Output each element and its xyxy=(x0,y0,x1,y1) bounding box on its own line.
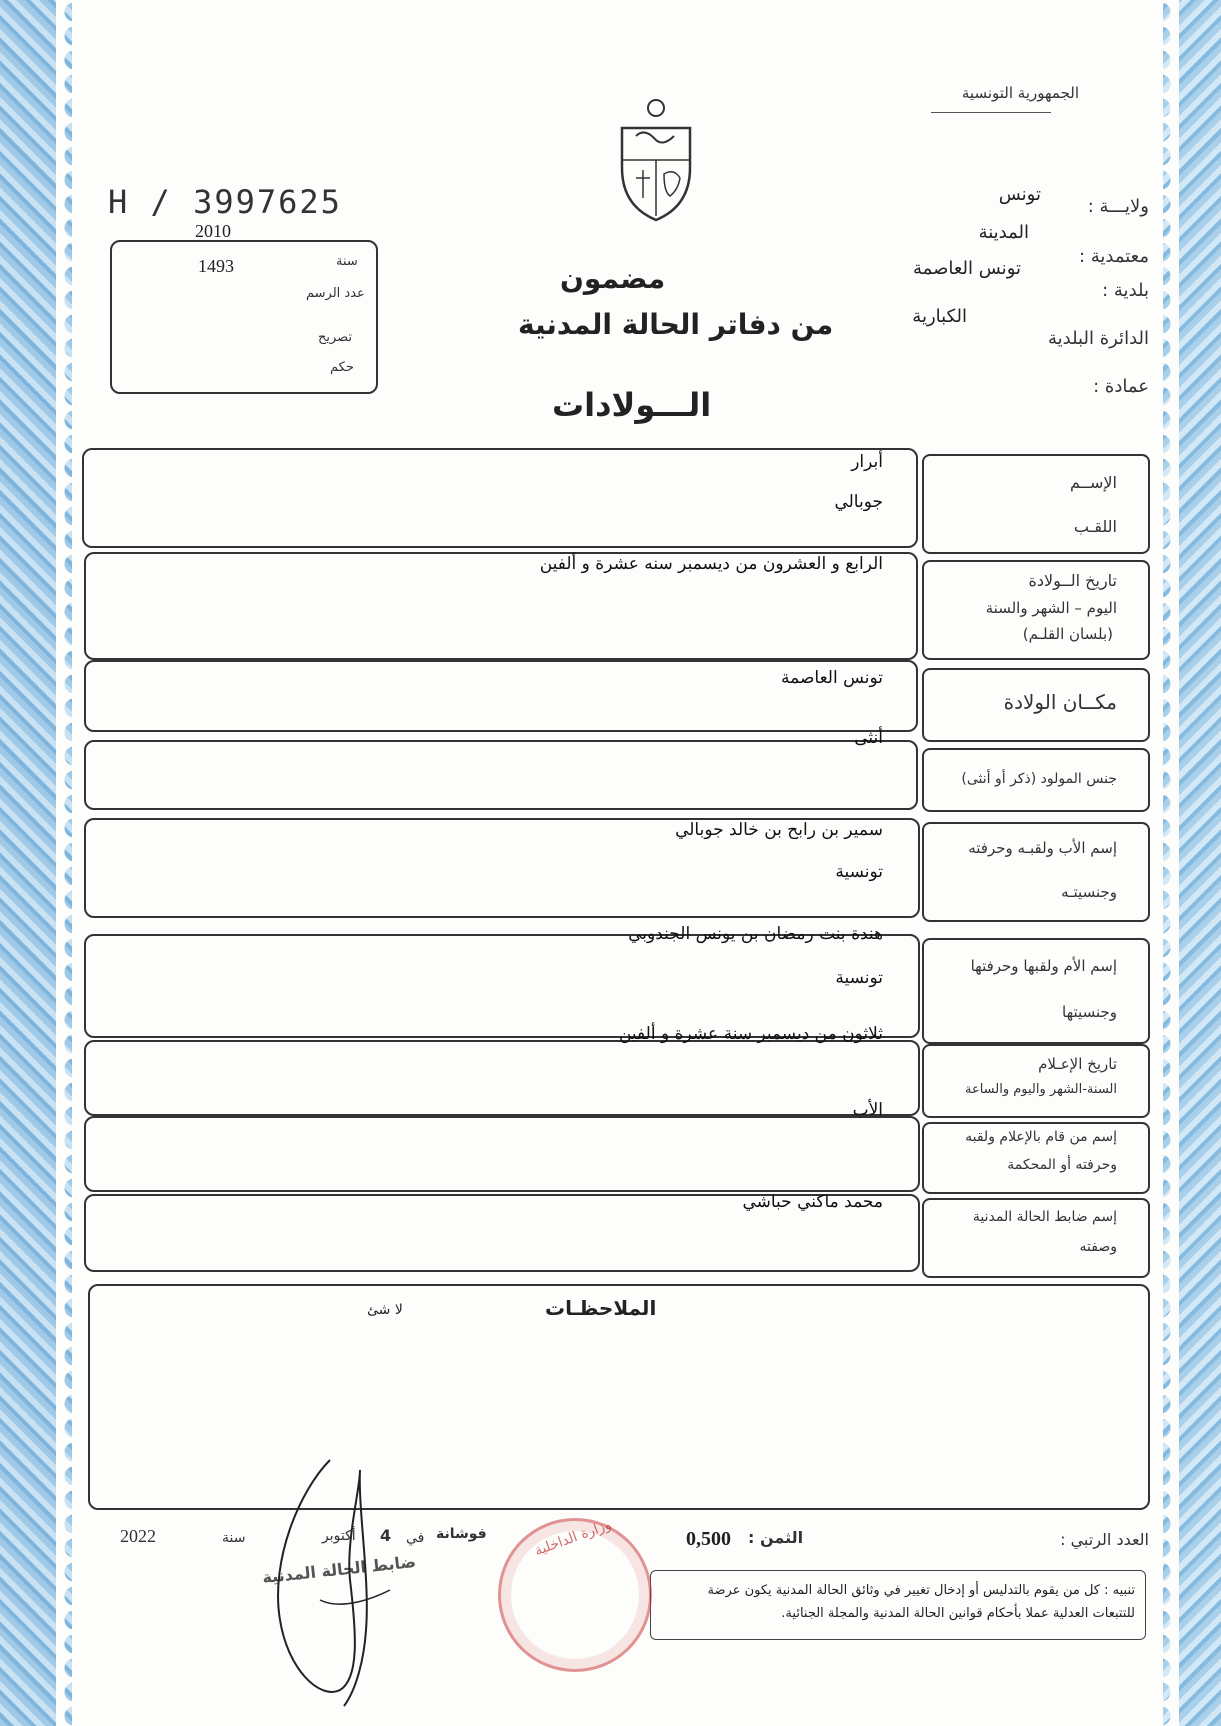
field-label-declaration-date-detail: السنة-الشهر واليوم والساعة xyxy=(964,1082,1117,1097)
registration-number-label: عدد الرسم xyxy=(306,286,365,301)
title-registers: من دفاتر الحالة المدنية xyxy=(518,308,834,341)
field-value-sex: أنثى xyxy=(854,728,883,748)
registration-year-value: 2010 xyxy=(195,221,231,241)
registration-number-value: 1493 xyxy=(198,256,234,276)
field-label-birth-date-detail: اليوم – الشهر والسنة xyxy=(985,599,1117,617)
serial-number: H / 3997625 xyxy=(108,183,342,221)
field-label-surname: اللقـب xyxy=(1073,517,1117,536)
notes-title: الملاحظـات xyxy=(545,1296,657,1320)
footer-place: فوشانة xyxy=(436,1526,487,1542)
footer-year-value: 2022 xyxy=(120,1526,156,1546)
field-value-father-nationality: تونسية xyxy=(835,862,883,882)
imada-label: عمادة : xyxy=(1093,376,1149,397)
baladia-label: بلدية : xyxy=(1102,280,1149,301)
field-label-father-nationality: وجنسيتـه xyxy=(1061,883,1117,901)
official-stamp-text: وزارة الداخلية xyxy=(532,1516,614,1560)
field-label-mother-nationality: وجنسيتها xyxy=(1062,1003,1117,1021)
declaration-label: تصريح xyxy=(318,330,353,345)
field-label-mother: إسم الأم ولقبها وحرفتها xyxy=(970,957,1117,975)
price-value: 0,500 xyxy=(686,1528,731,1550)
field-value-mother-nationality: تونسية xyxy=(835,968,883,988)
registration-year-label: سنة xyxy=(336,254,358,269)
title-content: مضمون xyxy=(560,262,666,295)
field-label-declaration-date: تاريخ الإعـلام xyxy=(1038,1055,1117,1073)
daira-value: الكبارية xyxy=(912,306,967,327)
value-box-declaration-date xyxy=(84,1040,920,1116)
wilaya-label: ولايـــة : xyxy=(1087,196,1149,217)
field-value-officer: محمد ماكني حباشي xyxy=(742,1192,883,1212)
footer-year-label: سنة xyxy=(222,1530,246,1546)
footer-month: أكتوبر xyxy=(322,1528,356,1544)
field-label-declarant: إسم من قام بالإعلام ولقبه xyxy=(965,1129,1117,1145)
footer-day: 4 xyxy=(380,1526,392,1545)
field-value-father: سمير بن رابح بن خالد جوبالي xyxy=(675,820,883,840)
decorative-border-left xyxy=(0,0,72,1726)
wilaya-value: تونس xyxy=(998,184,1041,205)
daira-label: الدائرة البلدية xyxy=(1047,328,1149,349)
field-label-birth-date: تاريخ الــولادة xyxy=(1028,571,1117,590)
field-label-sex: جنس المولود (ذكر أو أنثى) xyxy=(961,771,1117,787)
field-value-birth-date: الرابع و العشرون من ديسمبر سنه عشرة و ألفين xyxy=(539,554,883,574)
field-value-mother: هندة بنت رمضان بن يونس الجندوبي xyxy=(628,924,883,944)
warning-box xyxy=(650,1570,1146,1640)
baladia-value: تونس العاصمة xyxy=(913,258,1021,279)
warning-line-2: للتتبعات العدلية عملا بأحكام قوانين الحالة المدنية والمجلة الجنائية. xyxy=(781,1606,1135,1622)
republic-heading: الجمهورية التونسية xyxy=(961,84,1079,102)
field-label-officer: إسم ضابط الحالة المدنية xyxy=(972,1209,1117,1225)
field-value-birth-place: تونس العاصمة xyxy=(781,668,883,688)
coat-of-arms-icon xyxy=(614,98,698,226)
price-label: الثمن : xyxy=(748,1528,804,1547)
value-box-name xyxy=(82,448,918,548)
mootamadia-value: المدينة xyxy=(978,222,1029,243)
field-label-birth-place: مكــان الولادة xyxy=(1003,690,1117,714)
field-value-surname: جوبالي xyxy=(834,492,883,512)
decorative-border-right xyxy=(1163,0,1221,1726)
field-label-first-name: الإســم xyxy=(1070,473,1117,492)
value-box-sex xyxy=(84,740,918,810)
field-value-first-name: أبرار xyxy=(851,452,883,472)
mootamadia-label: معتمدية : xyxy=(1078,246,1149,267)
field-label-officer-detail: وصفته xyxy=(1079,1239,1117,1255)
field-value-declarant: الأب xyxy=(852,1100,883,1120)
judgment-label: حكم xyxy=(330,360,354,375)
field-label-birth-date-words: (بلسان القلـم) xyxy=(1022,625,1113,643)
signature-icon xyxy=(260,1450,420,1710)
field-value-declaration-date: ثلاثون من ديسمبر سنة عشرة و ألفين xyxy=(618,1024,883,1044)
field-label-father: إسم الأب ولقبـه وحرفته xyxy=(968,839,1117,857)
field-label-declarant-detail: وحرفته أو المحكمة xyxy=(1007,1157,1117,1173)
notes-value: لا شئ xyxy=(367,1302,403,1318)
warning-line-1: تنبيه : كل من يقوم بالتدليس أو إدخال تغيير في وثائق الحالة المدنية يكون عرضة xyxy=(707,1583,1135,1598)
serial-no-label: العدد الرتبي : xyxy=(1060,1530,1149,1549)
value-box-mother xyxy=(84,934,920,1038)
officer-stamp: ضابط الحالة المدنية xyxy=(261,1551,417,1588)
value-box-declarant xyxy=(84,1116,920,1192)
footer-in: في xyxy=(406,1530,425,1546)
title-births: الـــولادات xyxy=(552,386,712,424)
divider xyxy=(931,112,1051,113)
